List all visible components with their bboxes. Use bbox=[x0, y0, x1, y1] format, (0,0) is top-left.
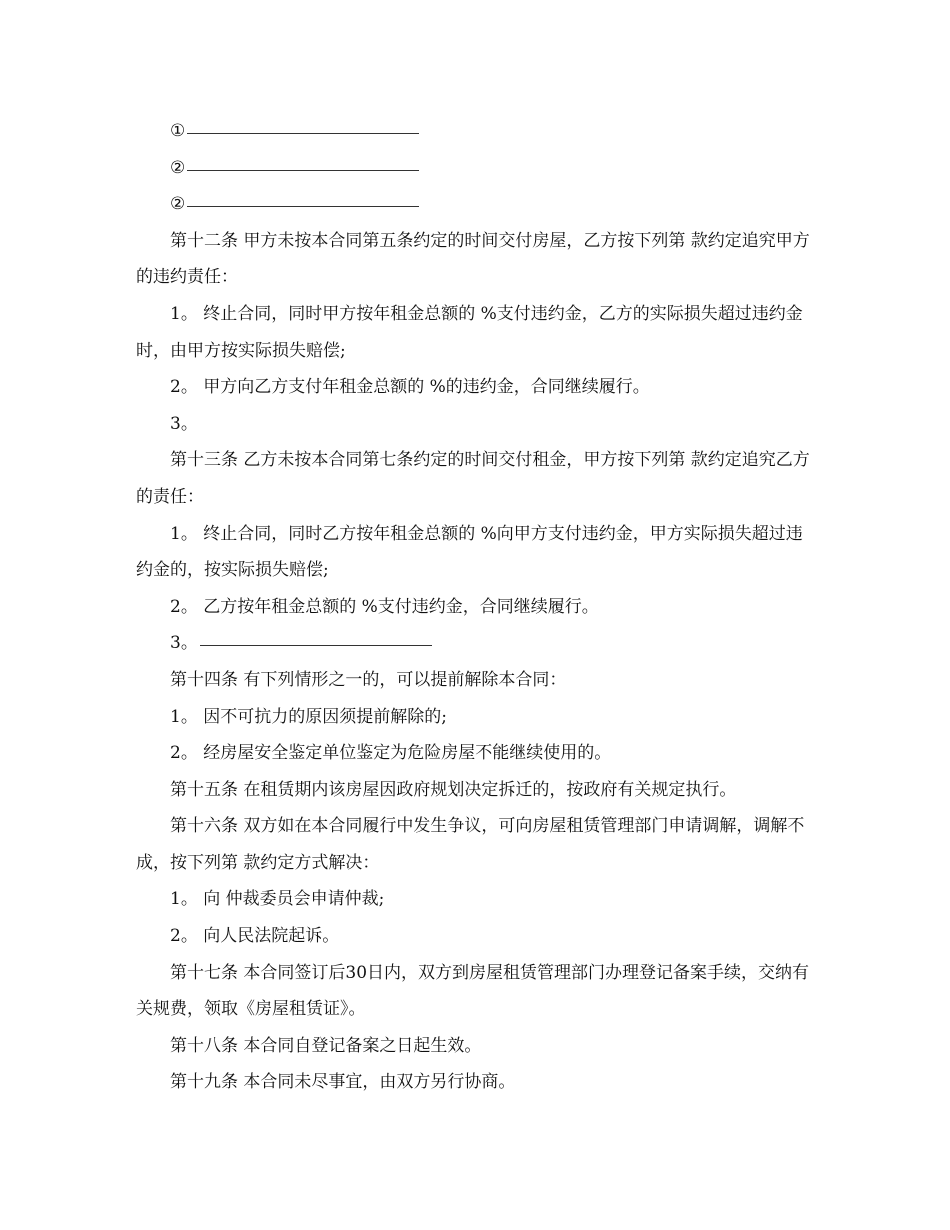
article-13-item-1: 1。 终止合同，同时乙方按年租金总额的 %向甲方支付违约金，甲方实际损失超过违约金的，按实际损失赔偿; bbox=[136, 523, 803, 581]
article-14-item-2: 2。 经房屋安全鉴定单位鉴定为危险房屋不能继续使用的。 bbox=[170, 743, 612, 764]
article-16-item-1: 1。 向 仲裁委员会申请仲裁; bbox=[170, 889, 385, 910]
article-16: 第十六条 双方如在本合同履行中发生争议，可向房屋租赁管理部门申请调解，调解不成，按下列第 款约定方式解决： bbox=[136, 816, 805, 873]
article-14-item-1: 1。 因不可抗力的原因须提前解除的; bbox=[170, 706, 447, 727]
article-17: 第十七条 本合同签订后30日内，双方到房屋租赁管理部门办理登记备案手续，交纳有关规费，领取《房屋租赁证》。 bbox=[136, 962, 810, 1020]
article-12-item-3: 3。 bbox=[170, 413, 198, 434]
article-18: 第十八条 本合同自登记备案之日起生效。 bbox=[170, 1035, 482, 1056]
article-15: 第十五条 在租赁期内该房屋因政府规划决定拆迁的，按政府有关规定执行。 bbox=[170, 779, 737, 800]
fill-in-blank-line bbox=[187, 169, 419, 171]
blank-item-1-label: ① bbox=[170, 121, 186, 141]
fill-in-blank-line bbox=[187, 132, 419, 134]
article-12-item-2: 2。 甲方向乙方支付年租金总额的 %的违约金，合同继续履行。 bbox=[170, 377, 650, 398]
blank-item-1 bbox=[136, 113, 816, 150]
article-12-item-1: 1。 终止合同，同时甲方按年租金总额的 %支付违约金，乙方的实际损失超过违约金时，由甲方按实际损失赔偿; bbox=[136, 303, 803, 361]
article-13-item-2: 2。 乙方按年租金总额的 %支付违约金，合同继续履行。 bbox=[170, 596, 599, 617]
blank-item-3 bbox=[136, 186, 816, 223]
blank-item-2 bbox=[136, 150, 816, 187]
article-13-item-3 bbox=[136, 625, 816, 662]
document-body bbox=[136, 113, 816, 1101]
article-14: 第十四条 有下列情形之一的，可以提前解除本合同： bbox=[170, 669, 567, 690]
blank-item-3-label: ② bbox=[170, 194, 186, 215]
blank-item-2-label: ② bbox=[170, 157, 186, 178]
fill-in-blank-line bbox=[187, 205, 419, 207]
article-13-item-3-label: 3。 bbox=[170, 633, 198, 654]
article-16-item-2: 2。 向人民法院起诉。 bbox=[170, 926, 340, 947]
fill-in-blank-line bbox=[200, 644, 432, 646]
article-12: 第十二条 甲方未按本合同第五条约定的时间交付房屋，乙方按下列第 款约定追究甲方的违约责任： bbox=[136, 230, 810, 288]
article-13: 第十三条 乙方未按本合同第七条约定的时间交付租金，甲方按下列第 款约定追究乙方的责任： bbox=[136, 450, 810, 507]
article-19: 第十九条 本合同未尽事宜，由双方另行协商。 bbox=[170, 1072, 516, 1093]
